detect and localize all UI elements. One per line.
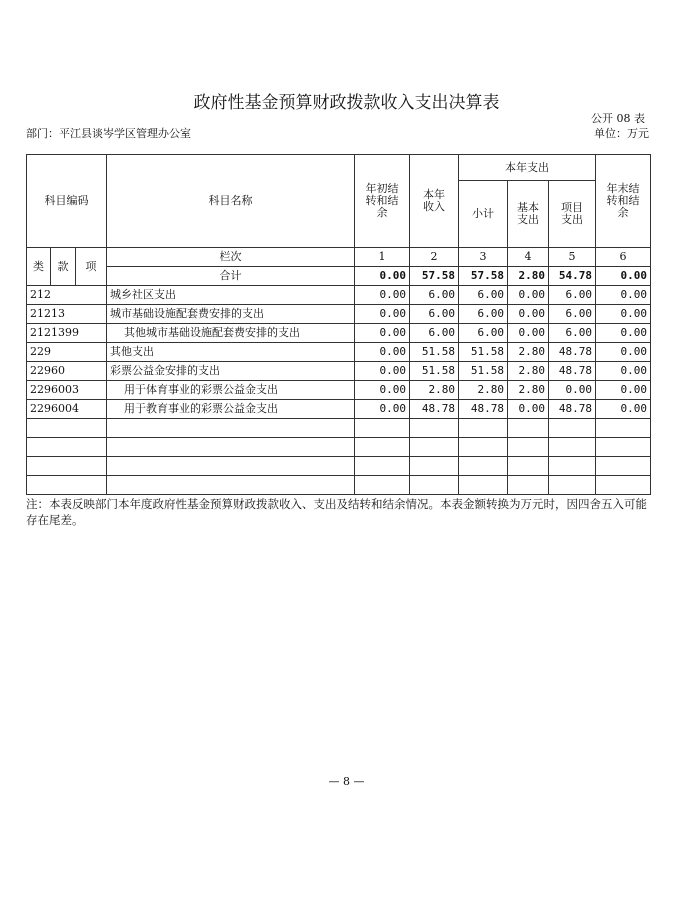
header-project: 项目支出 [549, 181, 596, 248]
row-name: 其他城市基础设施配套费安排的支出 [107, 324, 355, 343]
col-num: 5 [549, 248, 596, 267]
row-value: 2.80 [459, 381, 508, 400]
row-value: 51.58 [459, 343, 508, 362]
row-value: 0.00 [596, 305, 651, 324]
row-name: 用于体育事业的彩票公益金支出 [107, 381, 355, 400]
row-value: 6.00 [549, 305, 596, 324]
header-basic: 基本支出 [508, 181, 549, 248]
total-value: 0.00 [355, 267, 410, 286]
row-value: 0.00 [508, 400, 549, 419]
row-value: 6.00 [410, 286, 459, 305]
col-num: 1 [355, 248, 410, 267]
budget-table [26, 154, 651, 495]
header-code: 科目编码 [27, 155, 107, 248]
row-name: 用于教育事业的彩票公益金支出 [107, 400, 355, 419]
row-value: 6.00 [410, 305, 459, 324]
row-value: 0.00 [355, 362, 410, 381]
row-value: 51.58 [410, 362, 459, 381]
total-value: 57.58 [459, 267, 508, 286]
table-row [27, 362, 651, 381]
total-label: 合计 [107, 267, 355, 286]
row-value: 0.00 [355, 286, 410, 305]
row-value: 0.00 [508, 286, 549, 305]
row-code: 2121399 [27, 324, 107, 343]
row-value: 6.00 [459, 324, 508, 343]
header-income: 本年收入 [410, 155, 459, 248]
total-row [27, 267, 651, 286]
page-number: — 8 — [328, 775, 365, 788]
table-row [27, 286, 651, 305]
row-value: 6.00 [549, 324, 596, 343]
row-value: 0.00 [596, 286, 651, 305]
table-row [27, 305, 651, 324]
total-value: 54.78 [549, 267, 596, 286]
row-value: 0.00 [355, 400, 410, 419]
row-value: 48.78 [410, 400, 459, 419]
header-lei: 类 [27, 248, 51, 286]
row-code: 21213 [27, 305, 107, 324]
row-value: 0.00 [508, 305, 549, 324]
row-value: 6.00 [410, 324, 459, 343]
col-num: 3 [459, 248, 508, 267]
row-value: 2.80 [508, 362, 549, 381]
row-value: 48.78 [549, 343, 596, 362]
footnote: 注：本表反映部门本年度政府性基金预算财政拨款收入、支出及结转和结余情况。本表金额转换为万元时，因四舍五入可能存在尾差。 [26, 497, 647, 527]
row-name: 城市基础设施配套费安排的支出 [107, 305, 355, 324]
unit: 单位：万元 [594, 127, 649, 140]
row-value: 0.00 [596, 324, 651, 343]
row-code: 229 [27, 343, 107, 362]
row-value: 0.00 [355, 343, 410, 362]
col-num: 4 [508, 248, 549, 267]
row-value: 6.00 [459, 286, 508, 305]
col-num: 2 [410, 248, 459, 267]
row-value: 51.58 [410, 343, 459, 362]
empty-row [27, 476, 651, 495]
column-number-label: 栏次 [107, 248, 355, 267]
header-closing: 年末结转和结余 [596, 155, 651, 248]
table-row [27, 381, 651, 400]
header-xiang: 项 [76, 248, 107, 286]
row-code: 22960 [27, 362, 107, 381]
header-kuan: 款 [51, 248, 76, 286]
form-number: 公开 08 表 [591, 112, 645, 125]
header-subtotal: 小计 [459, 181, 508, 248]
row-value: 0.00 [596, 400, 651, 419]
table-row [27, 400, 651, 419]
page-title: 政府性基金预算财政拨款收入支出决算表 [193, 93, 500, 113]
empty-row [27, 457, 651, 476]
empty-row [27, 438, 651, 457]
row-value: 0.00 [596, 362, 651, 381]
row-value: 2.80 [410, 381, 459, 400]
row-value: 0.00 [596, 381, 651, 400]
row-value: 48.78 [549, 362, 596, 381]
header-name: 科目名称 [107, 155, 355, 248]
row-value: 0.00 [355, 381, 410, 400]
total-value: 2.80 [508, 267, 549, 286]
row-code: 2296004 [27, 400, 107, 419]
row-value: 6.00 [549, 286, 596, 305]
total-value: 0.00 [596, 267, 651, 286]
row-name: 其他支出 [107, 343, 355, 362]
header-expense-group: 本年支出 [459, 155, 596, 181]
table-row [27, 343, 651, 362]
row-value: 0.00 [355, 324, 410, 343]
row-code: 2296003 [27, 381, 107, 400]
row-name: 城乡社区支出 [107, 286, 355, 305]
row-value: 2.80 [508, 381, 549, 400]
row-value: 0.00 [508, 324, 549, 343]
row-value: 6.00 [459, 305, 508, 324]
row-value: 48.78 [549, 400, 596, 419]
empty-row [27, 419, 651, 438]
row-name: 彩票公益金安排的支出 [107, 362, 355, 381]
row-code: 212 [27, 286, 107, 305]
row-value: 0.00 [549, 381, 596, 400]
department: 部门：平江县谈岑学区管理办公室 [26, 127, 191, 140]
row-value: 51.58 [459, 362, 508, 381]
row-value: 0.00 [596, 343, 651, 362]
col-num: 6 [596, 248, 651, 267]
header-opening: 年初结转和结余 [355, 155, 410, 248]
row-value: 48.78 [459, 400, 508, 419]
row-value: 2.80 [508, 343, 549, 362]
table-row [27, 324, 651, 343]
total-value: 57.58 [410, 267, 459, 286]
row-value: 0.00 [355, 305, 410, 324]
